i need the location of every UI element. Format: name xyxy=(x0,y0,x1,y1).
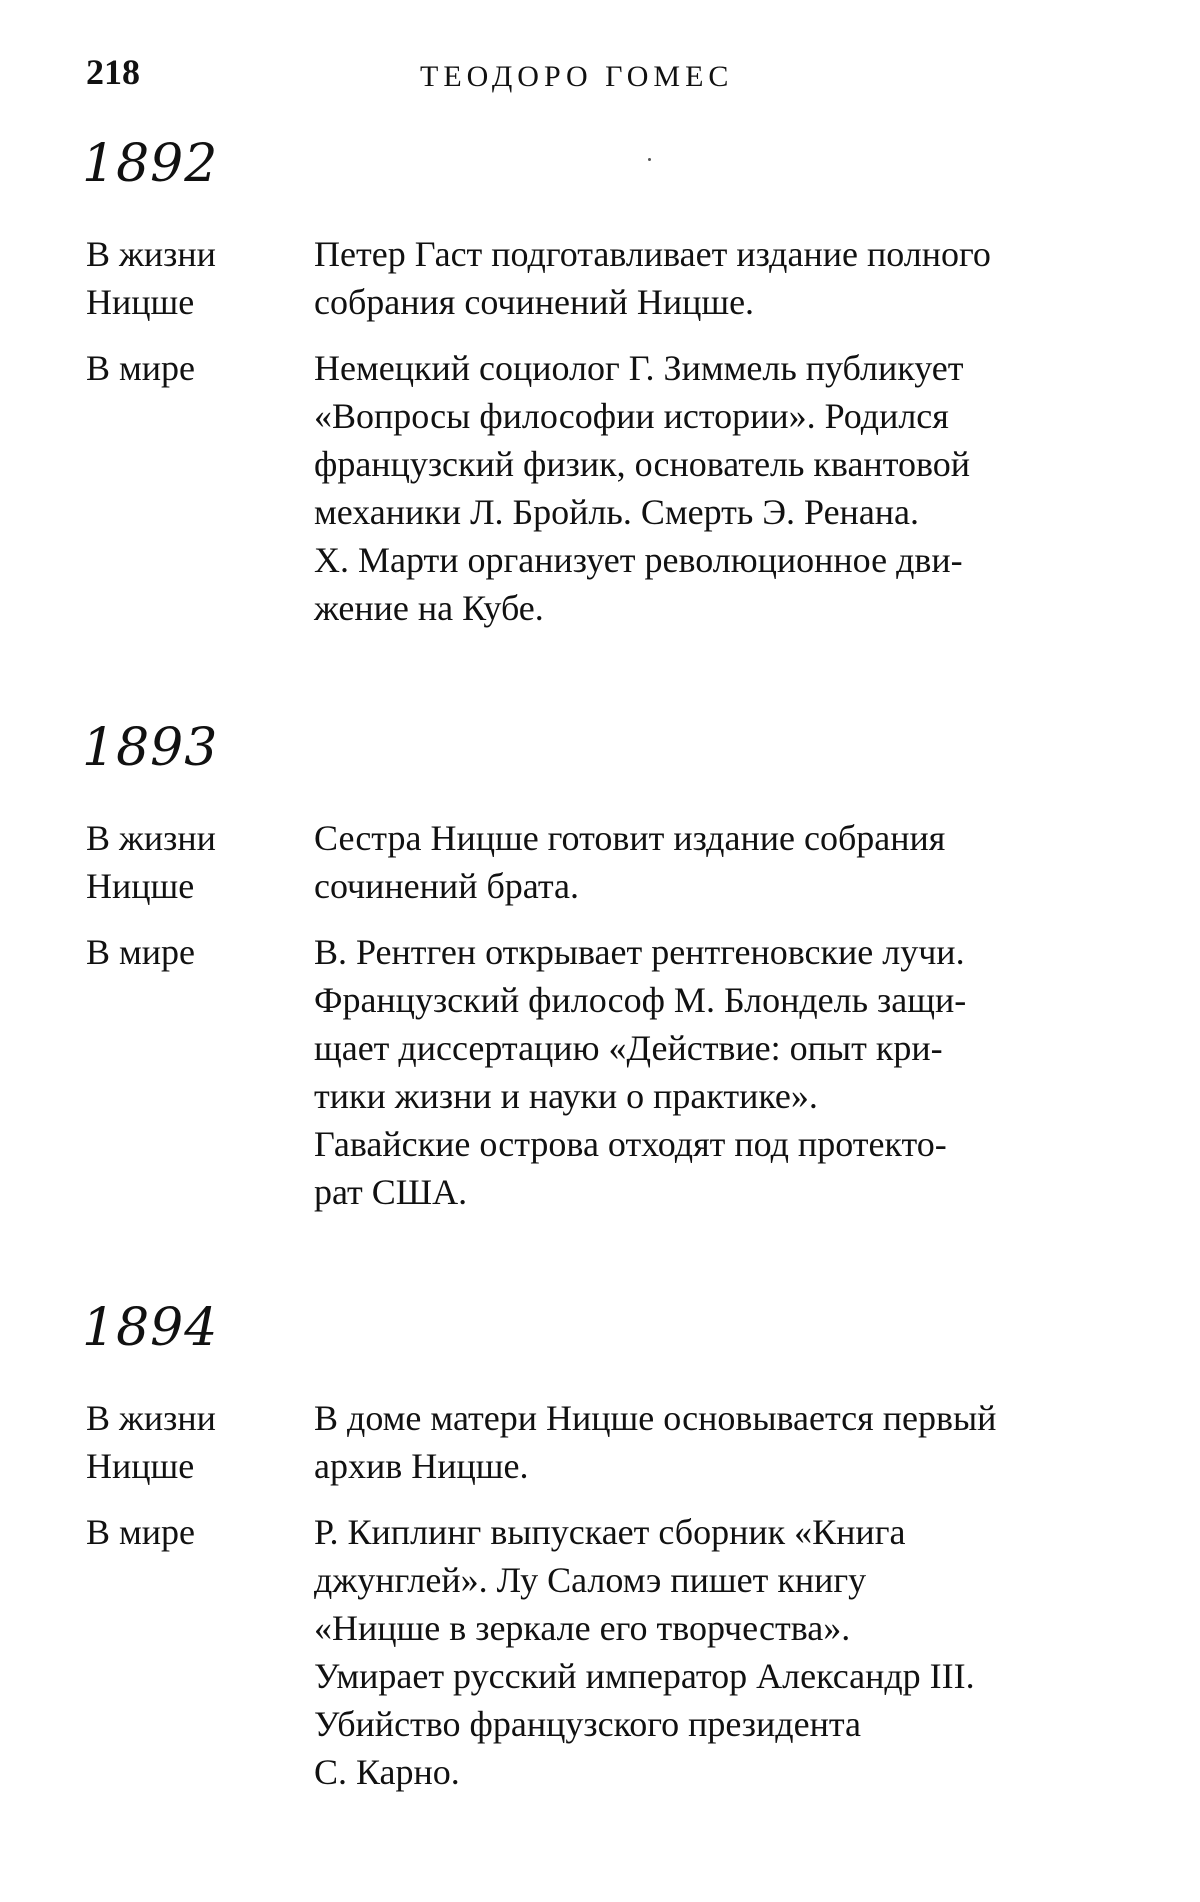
life-entry xyxy=(86,230,1116,326)
life-entry xyxy=(86,1394,1116,1490)
world-text: Немецкий социолог Г. Зиммель публикует «Вопросы философии истории». Родился французский физик, основатель квантовой механики Л. Бройль. Смерть Э. Ренана. Х. Марти организует революционное дви- жение на Кубе. xyxy=(314,348,970,628)
year-heading: 1894 xyxy=(82,1298,219,1358)
life-text: Сестра Ницше готовит издание собрания сочинений брата. xyxy=(314,818,946,906)
running-head: ТЕОДОРО ГОМЕС xyxy=(420,60,734,93)
life-label: В жизни Ницше xyxy=(86,1398,216,1486)
year-heading: 1892 xyxy=(82,134,219,194)
page-number: 218 xyxy=(86,52,140,92)
year-section-1892 xyxy=(82,134,1116,632)
life-entry xyxy=(86,814,1116,910)
life-label: В жизни Ницше xyxy=(86,234,216,322)
world-entry xyxy=(86,344,1116,632)
world-entry xyxy=(86,928,1116,1216)
year-section-1893 xyxy=(82,718,1116,1216)
year-heading: 1893 xyxy=(82,718,219,778)
world-entry xyxy=(86,1508,1116,1796)
year-section-1894 xyxy=(82,1298,1116,1796)
world-label: В мире xyxy=(86,932,196,972)
world-label: В мире xyxy=(86,1512,196,1552)
life-label: В жизни Ницше xyxy=(86,818,216,906)
life-text: Петер Гаст подготавливает издание полного собрания сочинений Ницше. xyxy=(314,234,991,322)
world-label: В мире xyxy=(86,348,196,388)
world-text: Р. Киплинг выпускает сборник «Книга джунглей». Лу Саломэ пишет книгу «Ницше в зеркале его творчества». Умирает русский император Александр III. Убийство французского президента С. Карно. xyxy=(314,1512,975,1792)
world-text: В. Рентген открывает рентгеновские лучи. Французский философ М. Блондель защи- щает диссертацию «Действие: опыт кри- тики жизни и науки о практике». Гавайские острова отходят под протекто- рат США. xyxy=(314,932,967,1212)
life-text: В доме матери Ницше основывается первый архив Ницше. xyxy=(314,1398,997,1486)
